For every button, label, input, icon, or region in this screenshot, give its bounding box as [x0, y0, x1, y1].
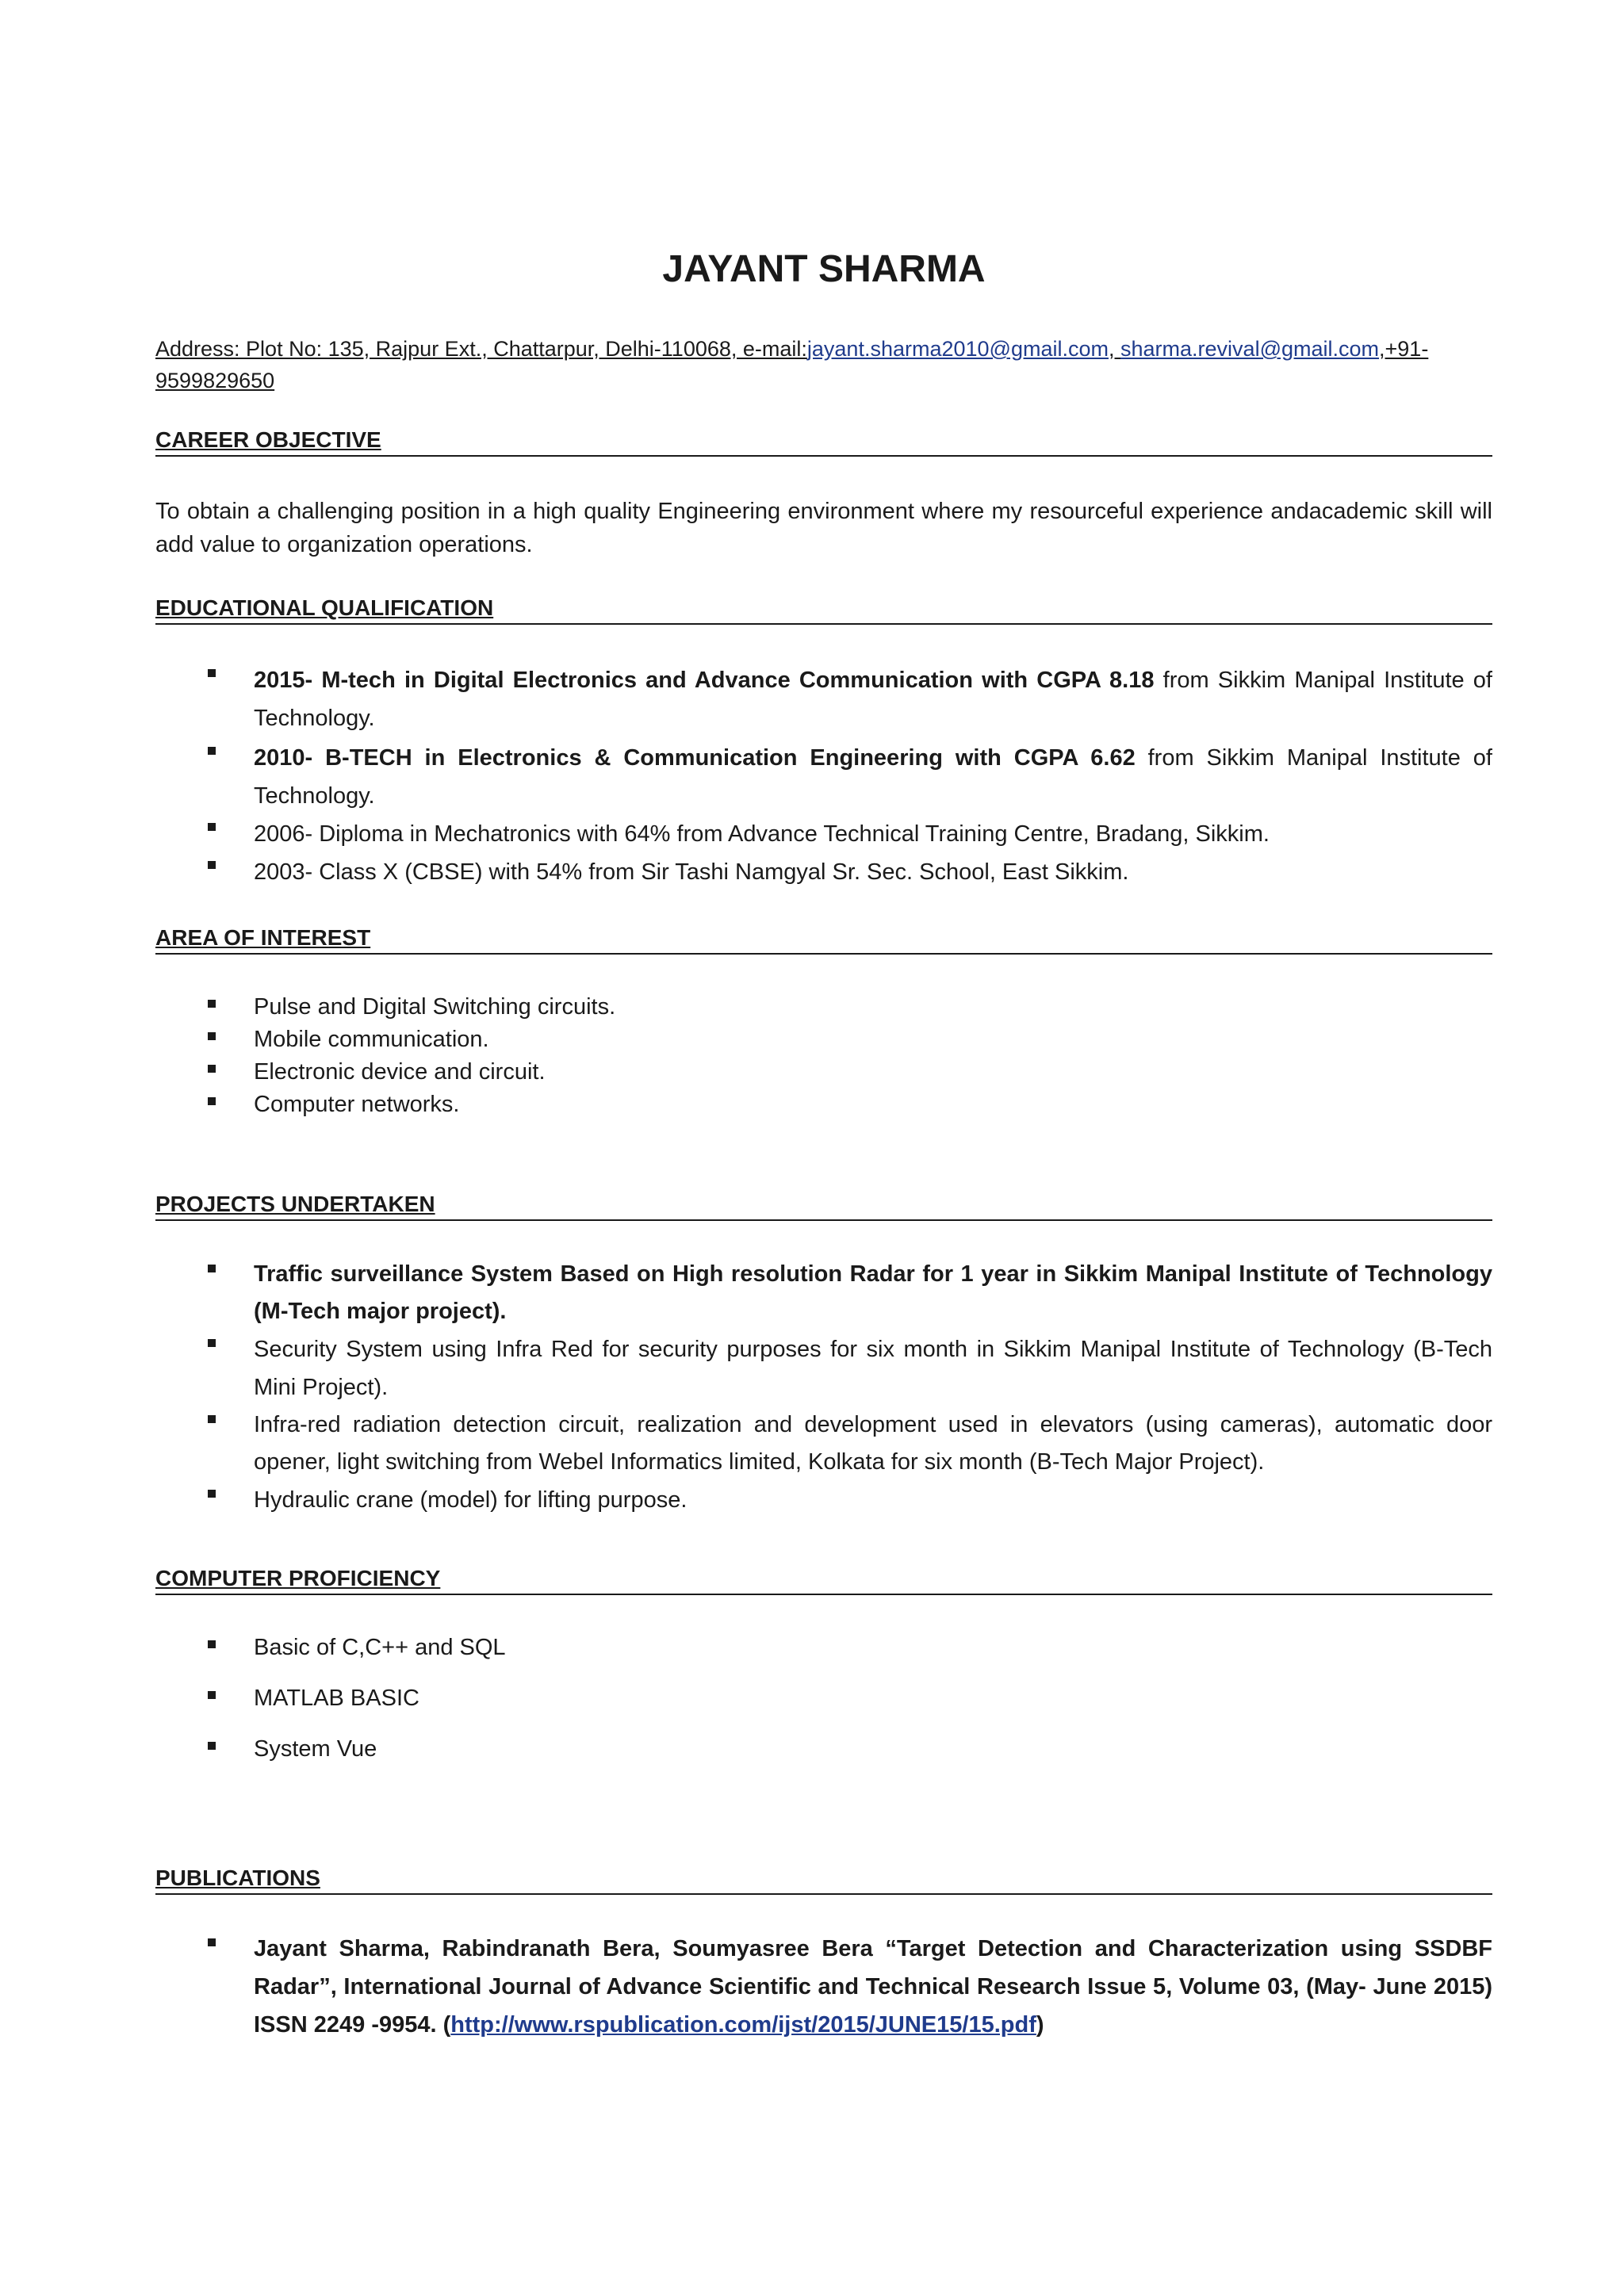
list-item: MATLAB BASIC: [155, 1682, 1492, 1714]
bullet-icon: [208, 823, 216, 831]
section-heading-education: EDUCATIONAL QUALIFICATION: [155, 593, 1492, 625]
list-item: 2015- M-tech in Digital Electronics and Advance Communication with CGPA 8.18 from Sikkim Manipal Institute of Technology.: [155, 661, 1492, 737]
computer-list: [155, 1632, 1492, 1765]
interest-list: [155, 991, 1492, 1121]
section-heading-projects: PROJECTS UNDERTAKEN: [155, 1189, 1492, 1221]
section-heading-career: CAREER OBJECTIVE: [155, 425, 1492, 457]
bullet-icon: [208, 861, 216, 869]
projects-list: [155, 1256, 1492, 1519]
candidate-name: JAYANT SHARMA: [662, 248, 986, 290]
list-item: Security System using Infra Red for security purposes for six month in Sikkim Manipal Institute of Technology (B-Tech Mini Project).: [155, 1330, 1492, 1406]
email-link-secondary[interactable]: sharma.revival@gmail.com: [1120, 337, 1380, 361]
list-item: System Vue: [155, 1733, 1492, 1765]
bullet-icon: [208, 1339, 216, 1347]
career-objective-text: To obtain a challenging position in a high quality Engineering environment where my resourceful experience andacademic skill will add value to organization operations.: [155, 499, 1492, 557]
bullet-icon: [208, 747, 216, 755]
education-list: [155, 661, 1492, 891]
email-link-primary[interactable]: jayant.sharma2010@gmail.com: [806, 337, 1109, 361]
bullet-icon: [208, 1691, 216, 1699]
section-heading-interest: AREA OF INTEREST: [155, 923, 1492, 955]
bullet-icon: [208, 1265, 216, 1272]
list-item: Mobile communication.: [155, 1024, 1492, 1056]
list-item: Basic of C,C++ and SQL: [155, 1632, 1492, 1663]
list-item: Infra-red radiation detection circuit, realization and development used in elevators (using cameras), automatic door opener, light switching from Webel Informatics limited, Kolkata for six month (B-Tech Major Project).: [155, 1406, 1492, 1481]
list-item: Pulse and Digital Switching circuits.: [155, 991, 1492, 1024]
bullet-icon: [208, 1000, 216, 1008]
list-item: 2010- B-TECH in Electronics & Communication Engineering with CGPA 6.62 from Sikkim Manipal Institute of Technology.: [155, 739, 1492, 815]
bullet-icon: [208, 1938, 216, 1946]
contact-address: Address: Plot No: 135, Rajpur Ext., Chattarpur, Delhi-110068, e-mail:jayant.sharma2010@gmail.com, sharma.revival@gmail.com,+91-9599829650: [155, 337, 1429, 392]
address-text: Address: Plot No: 135, Rajpur Ext., Chattarpur, Delhi-110068, e-mail:: [155, 337, 807, 361]
bullet-icon: [208, 1640, 216, 1648]
bullet-icon: [208, 1742, 216, 1750]
list-item: Computer networks.: [155, 1089, 1492, 1121]
bullet-icon: [208, 1032, 216, 1040]
section-heading-publications: PUBLICATIONS: [155, 1863, 1492, 1895]
publication-link[interactable]: http://www.rspublication.com/ijst/2015/JUNE15/15.pdf: [450, 2012, 1036, 2038]
bullet-icon: [208, 669, 216, 677]
bullet-icon: [208, 1097, 216, 1105]
publications-list: [155, 1930, 1492, 2044]
list-item: 2003- Class X (CBSE) with 54% from Sir Tashi Namgyal Sr. Sec. School, East Sikkim.: [155, 853, 1492, 891]
list-item: Hydraulic crane (model) for lifting purpose.: [155, 1481, 1492, 1519]
section-heading-computer: COMPUTER PROFICIENCY: [155, 1563, 1492, 1595]
list-item: Traffic surveillance System Based on High resolution Radar for 1 year in Sikkim Manipal Institute of Technology (M-Tech major project).: [155, 1256, 1492, 1330]
bullet-icon: [208, 1065, 216, 1073]
bullet-icon: [208, 1490, 216, 1498]
list-item: Electronic device and circuit.: [155, 1056, 1492, 1089]
phone-number: ,+91-9599829650: [155, 337, 1429, 392]
bullet-icon: [208, 1415, 216, 1423]
list-item: Jayant Sharma, Rabindranath Bera, Soumyasree Bera “Target Detection and Characterization using SSDBF Radar”, International Journal of Advance Scientific and Technical Research Issue 5, Volume 03, (May- June 2015) ISSN 2249 -9954. (http://www.rspublication.com/ijst/2015/JUNE15/15.pdf): [155, 1930, 1492, 2044]
list-item: 2006- Diploma in Mechatronics with 64% from Advance Technical Training Centre, Bradang, Sikkim.: [155, 815, 1492, 853]
